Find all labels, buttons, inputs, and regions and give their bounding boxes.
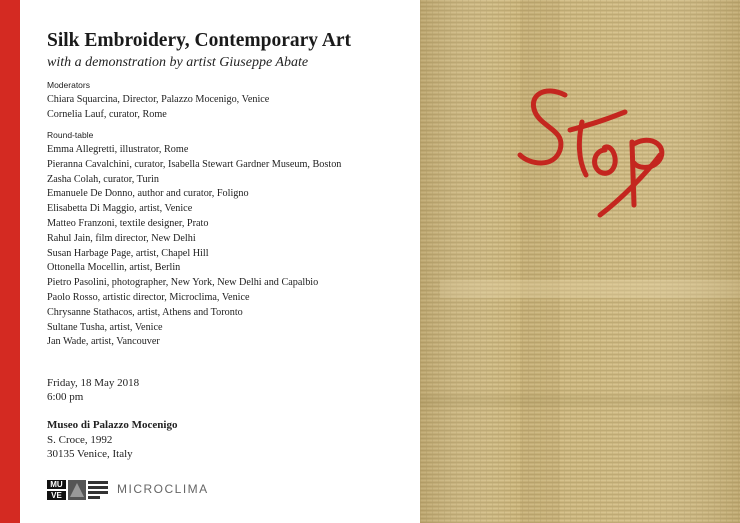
- list-item: Pietro Pasolini, photographer, New York, New Delhi and Capalbio: [47, 277, 319, 289]
- microclima-logo: MICROCLIMA: [117, 482, 209, 496]
- list-item: Matteo Franzoni, textile designer, Prato: [47, 217, 209, 229]
- roundtable-label: Round-table: [47, 130, 94, 140]
- list-item: Sultane Tusha, artist, Venice: [47, 321, 163, 333]
- list-item: Zasha Colah, curator, Turin: [47, 173, 159, 185]
- list-item: Elisabetta Di Maggio, artist, Venice: [47, 203, 193, 215]
- accent-bar: [0, 0, 20, 523]
- muve-emblem-icon: [68, 480, 86, 500]
- event-date: Friday, 18 May 2018: [47, 377, 140, 389]
- venue-address-line1: S. Croce, 1992: [47, 433, 113, 446]
- list-item: Chrysanne Stathacos, artist, Athens and Toronto: [47, 306, 243, 318]
- venue-block: [47, 418, 177, 462]
- list-item: Cornelia Lauf, curator, Rome: [47, 109, 167, 120]
- muve-logo-top: MU: [47, 480, 66, 489]
- moderators-label: Moderators: [47, 80, 90, 90]
- sponsor-logos: [47, 480, 207, 500]
- venue-address-line2: 30135 Venice, Italy: [47, 448, 133, 460]
- list-item: Jan Wade, artist, Vancouver: [47, 336, 160, 348]
- embroidery-photo: [420, 0, 740, 523]
- invitation-text: [47, 0, 417, 523]
- muve-logo: [47, 480, 87, 500]
- list-item: Ottonella Mocellin, artist, Berlin: [47, 262, 181, 274]
- list-item: Chiara Squarcina, Director, Palazzo Mocenigo, Venice: [47, 94, 270, 105]
- muve-foundation-text-mark: [88, 481, 108, 499]
- page-subtitle: with a demonstration by artist Giuseppe Abate: [47, 55, 309, 70]
- page-title: Silk Embroidery, Contemporary Art: [47, 30, 352, 51]
- moderators-list: [47, 92, 269, 122]
- venue-name: Museo di Palazzo Mocenigo: [47, 419, 178, 431]
- list-item: Rahul Jain, film director, New Delhi: [47, 232, 196, 244]
- muve-logo-bottom: VE: [47, 491, 66, 500]
- list-item: Emanuele De Donno, author and curator, Foligno: [47, 188, 249, 200]
- roundtable-list: [47, 143, 341, 350]
- list-item: Susan Harbage Page, artist, Chapel Hill: [47, 247, 209, 259]
- list-item: Pieranna Cavalchini, curator, Isabella Stewart Gardner Museum, Boston: [47, 158, 342, 170]
- event-time: 6:00 pm: [47, 391, 84, 403]
- event-datetime: [47, 376, 139, 404]
- list-item: Emma Allegretti, illustrator, Rome: [47, 144, 189, 155]
- list-item: Paolo Rosso, artistic director, Microclima, Venice: [47, 291, 250, 303]
